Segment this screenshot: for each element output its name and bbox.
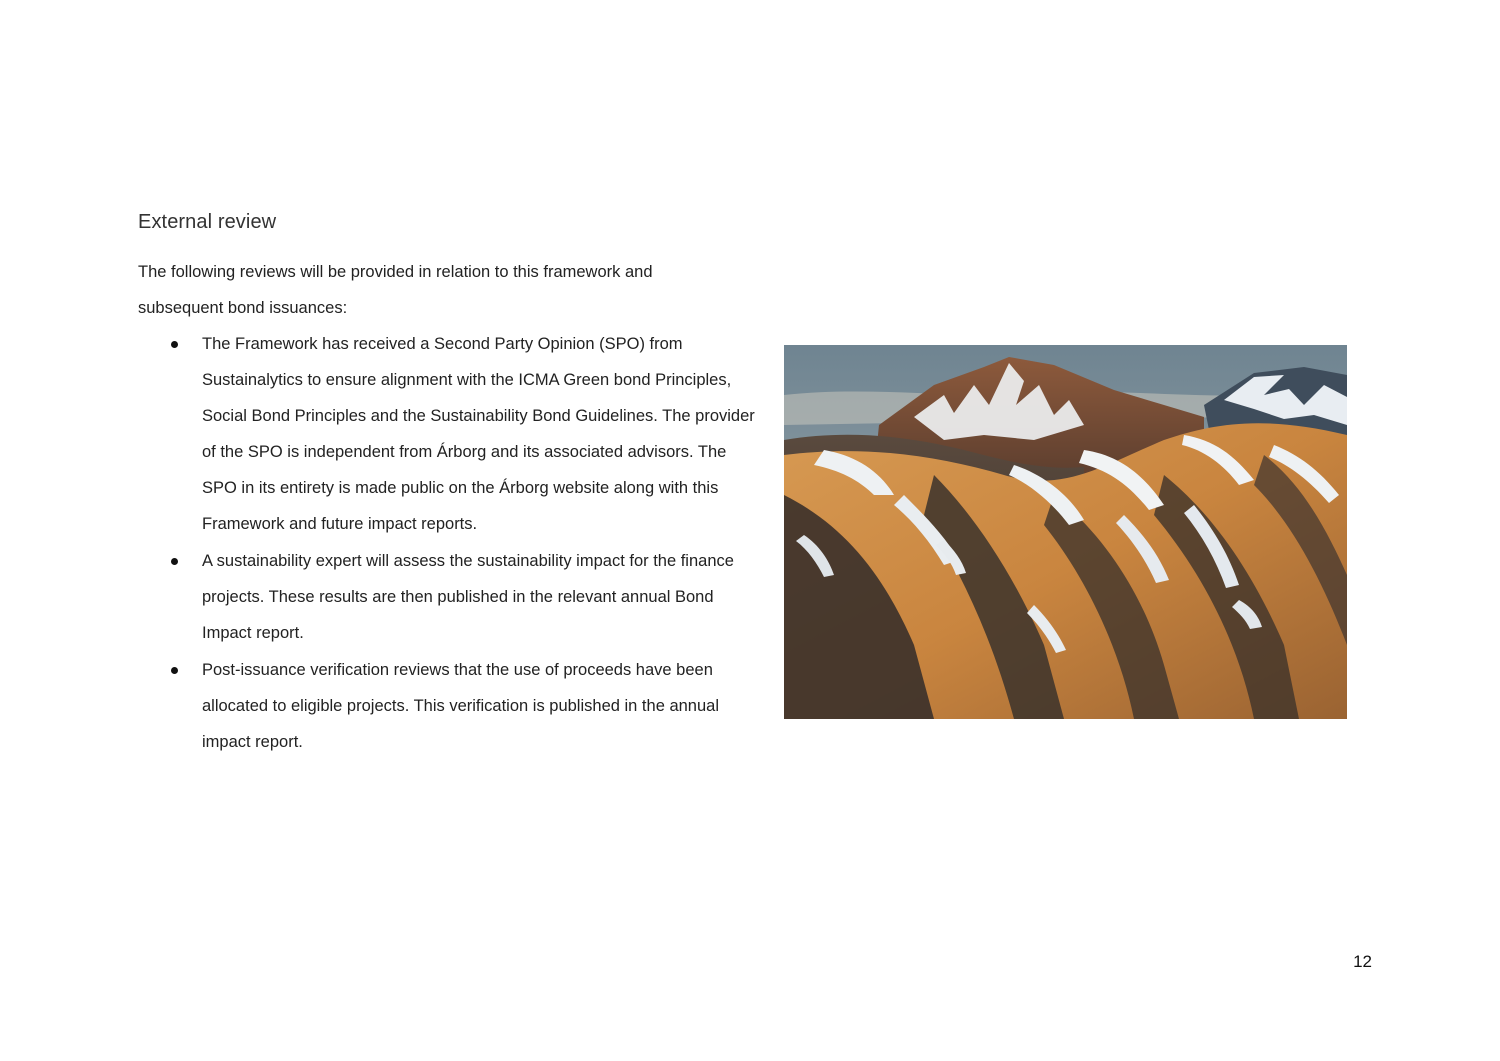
list-item-text: A sustainability expert will assess the sustainability impact for the finance projects. These results are then published in the relevant annual Bond Impact report. [202, 552, 734, 642]
section-heading: External review [138, 211, 277, 233]
review-list [138, 326, 762, 760]
page-number: 12 [1353, 952, 1372, 971]
list-item [202, 652, 762, 760]
section-body [138, 254, 755, 761]
list-item-text: Post-issuance verification reviews that the use of proceeds have been allocated to eligible projects. This verification is published in the annual impact report. [202, 661, 720, 751]
bullet-icon [171, 667, 178, 674]
list-item [202, 326, 762, 542]
bullet-icon [171, 558, 178, 565]
intro-paragraph: The following reviews will be provided in relation to this framework and subsequent bond issuances: [138, 263, 653, 317]
list-item-text: The Framework has received a Second Party Opinion (SPO) from Sustainalytics to ensure alignment with the ICMA Green bond Principles, Social Bond Principles and the Sustainability Bond Guidelines. The provider of the SPO is independent from Árborg and its associated advisors. The SPO in its entirety is made public on the Árborg website along with this Framework and future impact reports. [202, 335, 755, 533]
bullet-icon [171, 341, 178, 348]
list-item [202, 543, 762, 651]
mountain-landscape-photo [784, 345, 1347, 719]
